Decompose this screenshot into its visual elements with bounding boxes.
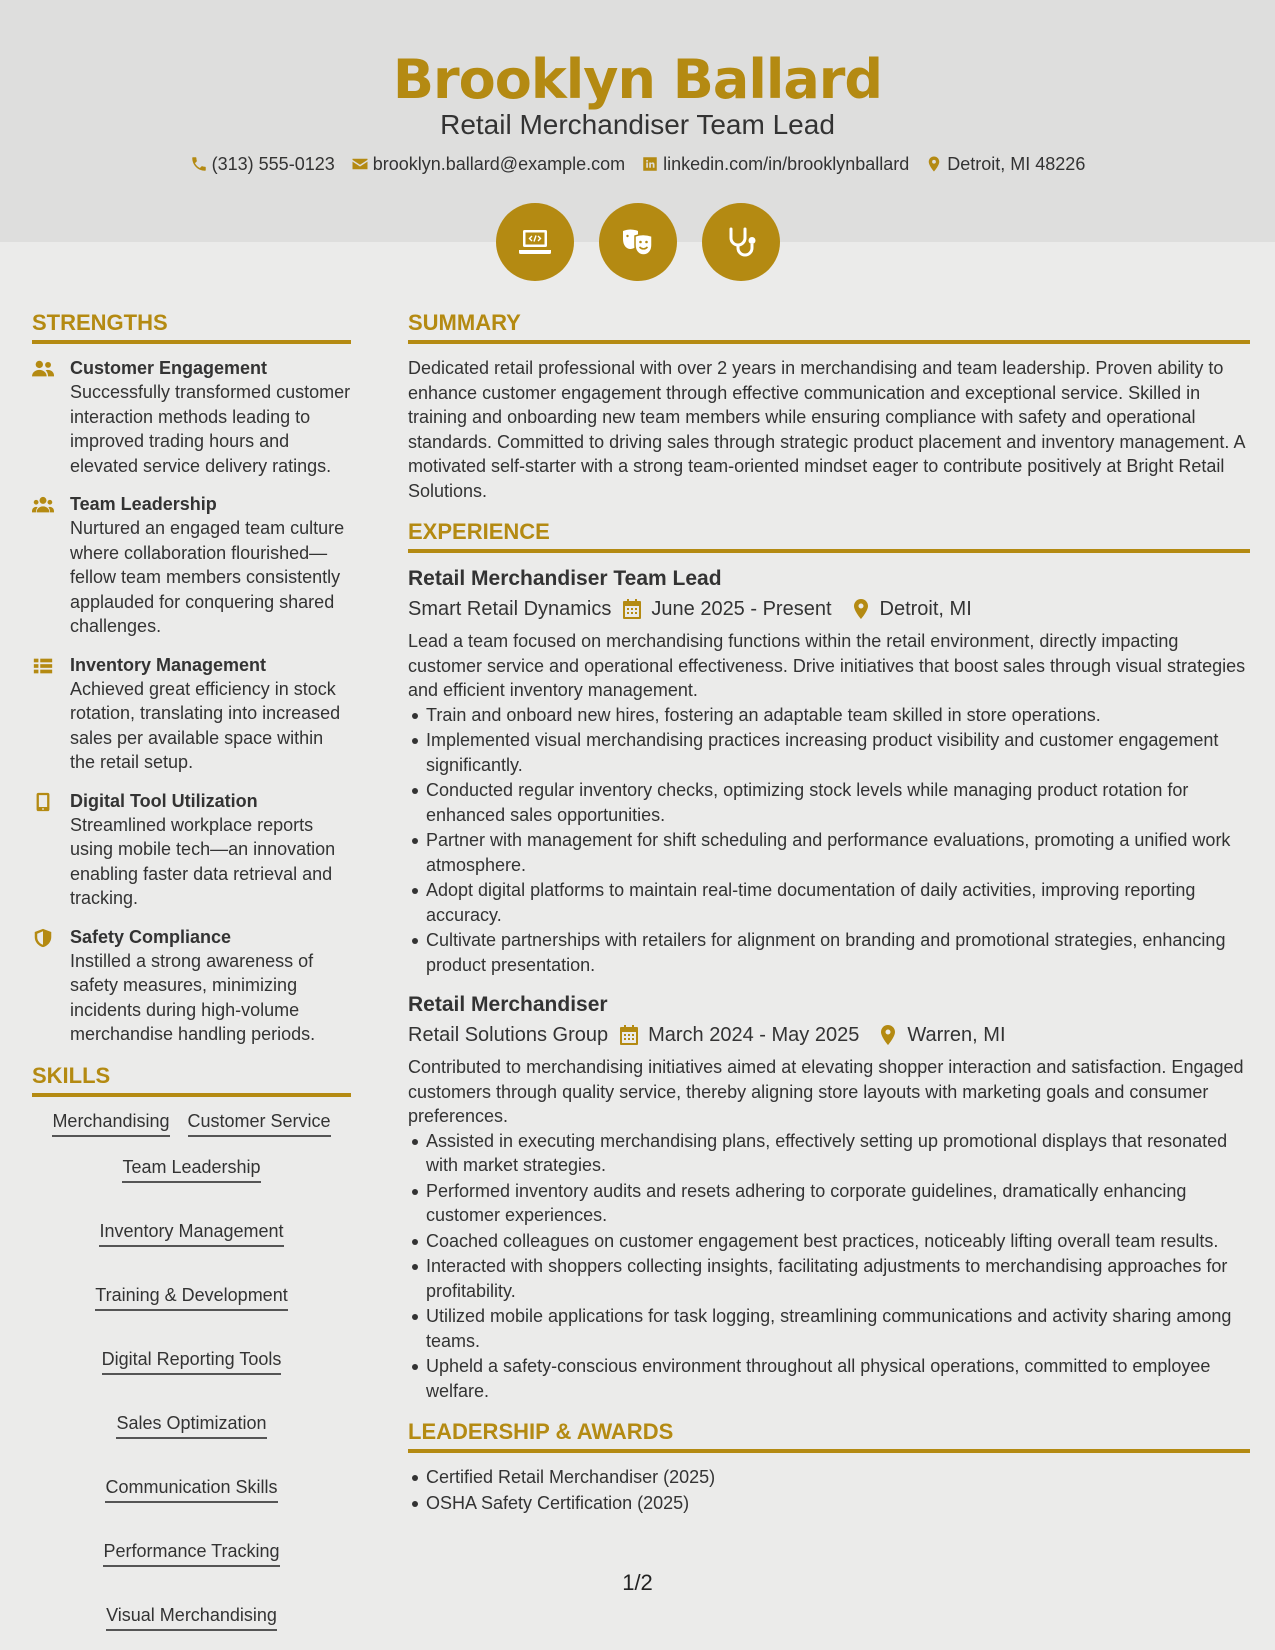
strength-item bbox=[32, 925, 351, 1047]
skills-heading: SKILLS bbox=[32, 1061, 351, 1097]
list-item: Conducted regular inventory checks, optimizing stock levels while managing product rotation for enhanced sales opportunities. bbox=[408, 778, 1250, 827]
job-title: Retail Merchandiser Team Lead bbox=[408, 567, 722, 590]
job-desc: Lead a team focused on merchandising functions within the retail environment, directly impacting customer service and operational effectiveness. Drive initiatives that boost sales through visual strategies and efficient inventory management. bbox=[408, 631, 1246, 700]
phone-icon bbox=[190, 155, 208, 173]
calendar-icon bbox=[620, 1025, 638, 1045]
job-dates: March 2024 - May 2025 bbox=[648, 1024, 860, 1046]
list-item: Train and onboard new hires, fostering an adaptable team skilled in store operations. bbox=[408, 703, 1250, 728]
job-desc: Contributed to merchandising initiatives aimed at elevating shopper interaction and satisfaction. Engaged customers through quality service, thereby aligning store layouts with marketing goals and consumer preferences. bbox=[408, 1057, 1244, 1126]
skill-tag: Team Leadership bbox=[122, 1155, 260, 1183]
laptop-code-icon bbox=[515, 222, 555, 262]
skill-tag: Communication Skills bbox=[105, 1475, 277, 1503]
location-pin-icon bbox=[879, 1025, 897, 1045]
strength-title: Customer Engagement bbox=[70, 358, 268, 378]
badge-masks bbox=[599, 203, 677, 281]
list-item: Assisted in executing merchandising plans, effectively setting up promotional displays that resonated with market strategies. bbox=[408, 1129, 1250, 1178]
strength-title: Safety Compliance bbox=[70, 926, 232, 947]
job-meta bbox=[408, 593, 1250, 625]
list-item: Coached colleagues on customer engagement best practices, noticeably lifting overall team results. bbox=[408, 1229, 1250, 1254]
linkedin-icon bbox=[641, 155, 659, 173]
left-column bbox=[32, 308, 351, 1631]
job-company: Smart Retail Dynamics bbox=[408, 598, 612, 620]
theater-masks-icon bbox=[618, 222, 658, 262]
mobile-icon bbox=[32, 792, 54, 812]
strength-item bbox=[32, 492, 351, 639]
contact-bar bbox=[0, 152, 1275, 176]
badge-stethoscope bbox=[702, 203, 780, 281]
awards-list bbox=[408, 1465, 1250, 1515]
calendar-icon bbox=[623, 599, 641, 619]
badge-laptop bbox=[496, 203, 574, 281]
list-item: Cultivate partnerships with retailers for alignment on branding and promotional strategies, enhancing product presentation. bbox=[408, 928, 1250, 977]
job-entry bbox=[408, 991, 1250, 1403]
skill-tag: Sales Optimization bbox=[116, 1411, 266, 1439]
strength-desc: Nurtured an engaged team culture where collaboration flourished—fellow team members consistently applauded for conquering shared challenges. bbox=[70, 518, 345, 636]
contact-phone bbox=[190, 152, 335, 176]
interest-badges bbox=[0, 203, 1275, 281]
strength-item bbox=[32, 356, 351, 478]
job-meta bbox=[408, 1019, 1250, 1051]
job-location: Warren, MI bbox=[907, 1024, 1006, 1046]
list-item: Utilized mobile applications for task logging, streamlining communications and activity sharing among teams. bbox=[408, 1304, 1250, 1353]
skill-tag: Digital Reporting Tools bbox=[102, 1347, 282, 1375]
strength-desc: Instilled a strong awareness of safety measures, minimizing incidents during high-volume merchandise handling periods. bbox=[70, 950, 316, 1044]
list-item: Performed inventory audits and resets adhering to corporate guidelines, dramatically enhancing customer experiences. bbox=[408, 1179, 1250, 1228]
strength-desc: Successfully transformed customer interaction methods leading to improved trading hours and elevated service delivery ratings. bbox=[70, 382, 351, 476]
envelope-icon bbox=[351, 155, 369, 173]
experience-heading: EXPERIENCE bbox=[408, 517, 1250, 553]
contact-location bbox=[925, 152, 1085, 176]
strength-title: Inventory Management bbox=[70, 654, 267, 675]
linkedin-text: linkedin.com/in/brooklynballard bbox=[663, 154, 910, 174]
job-location: Detroit, MI bbox=[879, 598, 972, 620]
list-item: Upheld a safety-conscious environment throughout all physical operations, committed to employee welfare. bbox=[408, 1354, 1250, 1403]
job-title: Retail Merchandiser bbox=[408, 993, 608, 1016]
skills-list bbox=[32, 1109, 351, 1631]
list-icon bbox=[32, 656, 54, 676]
skill-tag: Customer Service bbox=[188, 1109, 331, 1137]
stethoscope-icon bbox=[721, 222, 761, 262]
shield-icon bbox=[32, 928, 54, 948]
strength-desc: Streamlined workplace reports using mobile tech—an innovation enabling faster data retrieval and tracking. bbox=[70, 814, 336, 908]
job-bullets bbox=[408, 703, 1250, 978]
list-item: Interacted with shoppers collecting insights, facilitating adjustments to merchandising approaches for profitability. bbox=[408, 1254, 1250, 1303]
list-item: Adopt digital platforms to maintain real-time documentation of daily activities, improving reporting accuracy. bbox=[408, 878, 1250, 927]
list-item: OSHA Safety Certification (2025) bbox=[408, 1491, 1250, 1516]
users-icon bbox=[32, 495, 54, 515]
location-pin-icon bbox=[925, 155, 943, 173]
job-bullets bbox=[408, 1129, 1250, 1404]
strength-item bbox=[32, 653, 351, 775]
skill-tag: Merchandising bbox=[52, 1109, 169, 1137]
candidate-name: Brooklyn Ballard bbox=[392, 48, 883, 111]
location-pin-icon bbox=[852, 599, 870, 619]
strength-title: Team Leadership bbox=[70, 494, 217, 514]
job-dates: June 2025 - Present bbox=[651, 598, 832, 620]
skill-tag: Training & Development bbox=[95, 1283, 287, 1311]
candidate-title: Retail Merchandiser Team Lead bbox=[440, 109, 835, 140]
skill-tag: Performance Tracking bbox=[103, 1539, 279, 1567]
summary-heading: SUMMARY bbox=[408, 308, 1250, 344]
right-column bbox=[408, 308, 1250, 1529]
summary-text: Dedicated retail professional with over 2 years in merchandising and team leadership. Proven ability to enhance customer engagement through effective communication and exceptional service. Skilled in training and onboarding new team members while ensuring compliance with safety and operational standards. Committed to driving sales through strategic product placement and inventory management. A motivated self-starter with a strong team-oriented mindset eager to contribute positively at Bright Retail Solutions. bbox=[408, 358, 1245, 501]
list-item: Certified Retail Merchandiser (2025) bbox=[408, 1465, 1250, 1490]
skill-tag: Inventory Management bbox=[99, 1219, 283, 1247]
contact-linkedin[interactable] bbox=[641, 152, 909, 176]
list-item: Partner with management for shift scheduling and performance evaluations, promoting a unified work atmosphere. bbox=[408, 828, 1250, 877]
strength-desc: Achieved great efficiency in stock rotation, translating into increased sales per available space within the retail setup. bbox=[70, 678, 341, 772]
page-number: 1/2 bbox=[622, 1570, 653, 1595]
list-item: Implemented visual merchandising practices increasing product visibility and customer engagement significantly. bbox=[408, 728, 1250, 777]
job-entry bbox=[408, 565, 1250, 977]
location-text: Detroit, MI 48226 bbox=[947, 154, 1086, 174]
users-icon bbox=[32, 359, 54, 379]
strength-title: Digital Tool Utilization bbox=[70, 790, 258, 811]
job-company: Retail Solutions Group bbox=[408, 1024, 609, 1046]
contact-email[interactable] bbox=[351, 152, 625, 176]
strengths-heading: STRENGTHS bbox=[32, 308, 351, 344]
phone-text: (313) 555-0123 bbox=[211, 154, 335, 174]
email-text: brooklyn.ballard@example.com bbox=[372, 154, 626, 174]
skill-tag: Visual Merchandising bbox=[106, 1603, 277, 1631]
strength-item bbox=[32, 789, 351, 911]
awards-heading: LEADERSHIP & AWARDS bbox=[408, 1417, 1250, 1453]
